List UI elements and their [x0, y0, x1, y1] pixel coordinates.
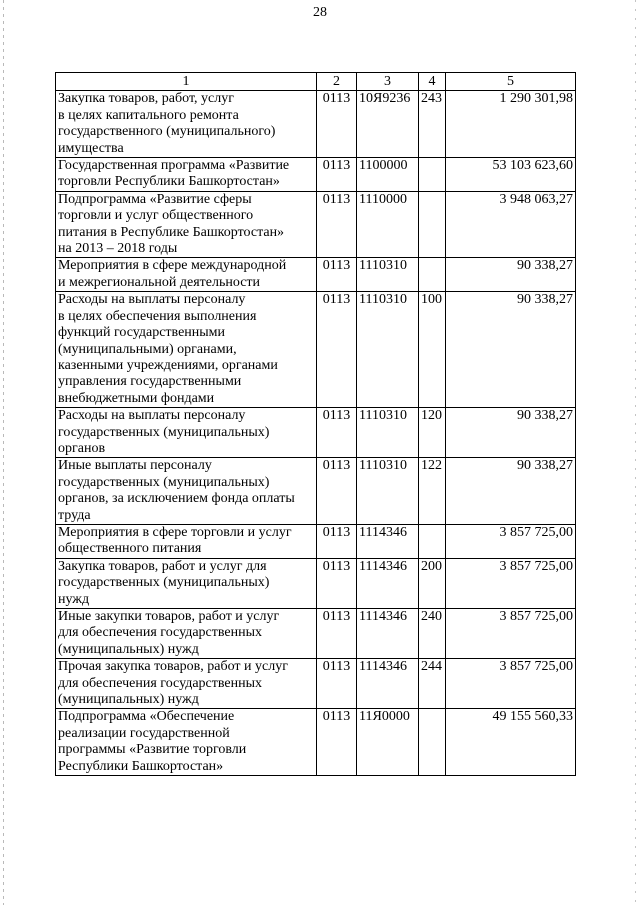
- amount: 90 338,27: [446, 258, 576, 292]
- section-code: 0113: [317, 158, 357, 192]
- target-article-code: 1114346: [357, 524, 419, 558]
- scan-edge-left: [3, 0, 4, 905]
- scan-edge-right: [635, 0, 636, 905]
- budget-item-name: Расходы на выплаты персоналу в целях обеспечения выполнения функций государственными (муниципальными) органами, казенными учреждениями, органами управления государственными внебюджетными фондами: [56, 292, 317, 408]
- amount: 3 857 725,00: [446, 609, 576, 659]
- budget-item-name: Иные закупки товаров, работ и услуг для обеспечения государственных (муниципальных) нужд: [56, 609, 317, 659]
- target-article-code: 1110310: [357, 258, 419, 292]
- target-article-code: 1114346: [357, 609, 419, 659]
- expense-type-code: 122: [419, 458, 446, 525]
- expense-type-code: [419, 258, 446, 292]
- budget-item-name: Государственная программа «Развитие торговли Республики Башкортостан»: [56, 158, 317, 192]
- amount: 53 103 623,60: [446, 158, 576, 192]
- section-code: 0113: [317, 292, 357, 408]
- expense-type-code: [419, 524, 446, 558]
- table-row: [56, 91, 576, 158]
- column-header-5: 5: [446, 73, 576, 91]
- amount: 1 290 301,98: [446, 91, 576, 158]
- amount: 3 857 725,00: [446, 524, 576, 558]
- table-row: [56, 709, 576, 776]
- target-article-code: 1114346: [357, 558, 419, 608]
- table-row: [56, 609, 576, 659]
- budget-item-name: Подпрограмма «Развитие сферы торговли и услуг общественного питания в Республике Башкортостан» на 2013 – 2018 годы: [56, 191, 317, 258]
- target-article-code: 1110310: [357, 292, 419, 408]
- expense-type-code: 244: [419, 659, 446, 709]
- section-code: 0113: [317, 709, 357, 776]
- column-header-4: 4: [419, 73, 446, 91]
- target-article-code: 11Я0000: [357, 709, 419, 776]
- expense-type-code: 120: [419, 408, 446, 458]
- table-row: [56, 524, 576, 558]
- table-row: [56, 458, 576, 525]
- section-code: 0113: [317, 458, 357, 525]
- section-code: 0113: [317, 91, 357, 158]
- budget-table: [55, 72, 576, 776]
- amount: 49 155 560,33: [446, 709, 576, 776]
- budget-item-name: Закупка товаров, работ и услуг для государственных (муниципальных) нужд: [56, 558, 317, 608]
- table-row: [56, 558, 576, 608]
- table-row: [56, 408, 576, 458]
- budget-item-name: Подпрограмма «Обеспечение реализации государственной программы «Развитие торговли Республики Башкортостан»: [56, 709, 317, 776]
- expense-type-code: [419, 158, 446, 192]
- target-article-code: 1110310: [357, 408, 419, 458]
- section-code: 0113: [317, 524, 357, 558]
- amount: 90 338,27: [446, 292, 576, 408]
- table-row: [56, 158, 576, 192]
- target-article-code: 1110310: [357, 458, 419, 525]
- target-article-code: 10Я9236: [357, 91, 419, 158]
- section-code: 0113: [317, 659, 357, 709]
- section-code: 0113: [317, 408, 357, 458]
- section-code: 0113: [317, 258, 357, 292]
- column-header-1: 1: [56, 73, 317, 91]
- section-code: 0113: [317, 558, 357, 608]
- table-row: [56, 258, 576, 292]
- table-row: [56, 191, 576, 258]
- expense-type-code: 243: [419, 91, 446, 158]
- expense-type-code: 240: [419, 609, 446, 659]
- expense-type-code: [419, 191, 446, 258]
- target-article-code: 1110000: [357, 191, 419, 258]
- section-code: 0113: [317, 191, 357, 258]
- amount: 3 857 725,00: [446, 558, 576, 608]
- amount: 3 948 063,27: [446, 191, 576, 258]
- amount: 90 338,27: [446, 408, 576, 458]
- table-header-row: [56, 73, 576, 91]
- target-article-code: 1100000: [357, 158, 419, 192]
- budget-item-name: Мероприятия в сфере международной и межрегиональной деятельности: [56, 258, 317, 292]
- table-body: [56, 91, 576, 776]
- column-header-3: 3: [357, 73, 419, 91]
- table-row: [56, 292, 576, 408]
- budget-item-name: Мероприятия в сфере торговли и услуг общественного питания: [56, 524, 317, 558]
- section-code: 0113: [317, 609, 357, 659]
- expense-type-code: [419, 709, 446, 776]
- amount: 90 338,27: [446, 458, 576, 525]
- budget-item-name: Закупка товаров, работ, услуг в целях капитального ремонта государственного (муниципального) имущества: [56, 91, 317, 158]
- amount: 3 857 725,00: [446, 659, 576, 709]
- budget-item-name: Прочая закупка товаров, работ и услуг для обеспечения государственных (муниципальных) нужд: [56, 659, 317, 709]
- budget-item-name: Иные выплаты персоналу государственных (муниципальных) органов, за исключением фонда оплаты труда: [56, 458, 317, 525]
- target-article-code: 1114346: [357, 659, 419, 709]
- budget-item-name: Расходы на выплаты персоналу государственных (муниципальных) органов: [56, 408, 317, 458]
- expense-type-code: 100: [419, 292, 446, 408]
- column-header-2: 2: [317, 73, 357, 91]
- page-number: 28: [313, 5, 327, 20]
- expense-type-code: 200: [419, 558, 446, 608]
- table-row: [56, 659, 576, 709]
